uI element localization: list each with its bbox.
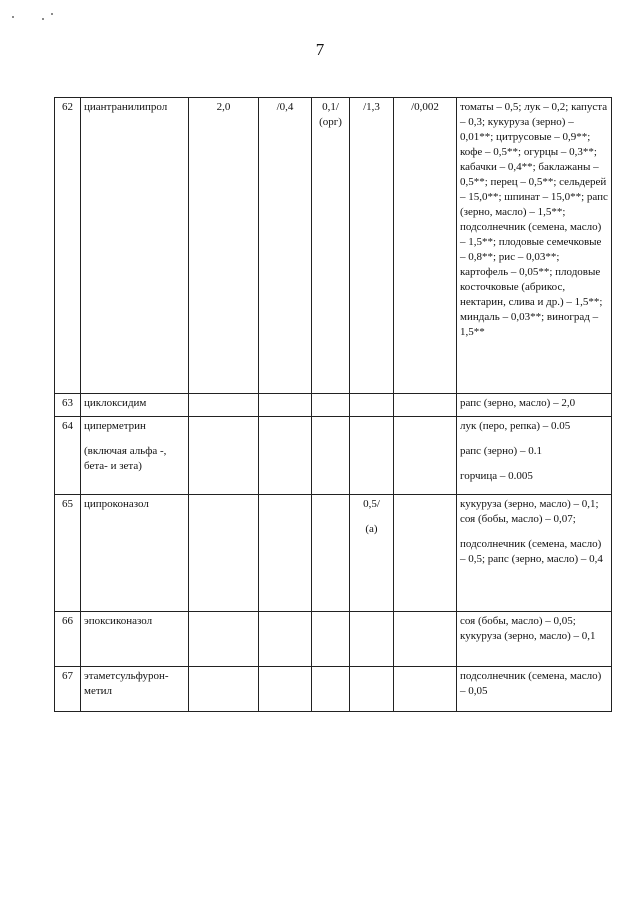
- scan-speck: [42, 18, 44, 20]
- substance-note: (включая альфа -, бета- и зета): [84, 445, 167, 472]
- substance-name: этаметсульфурон-метил: [81, 667, 189, 712]
- products-cell: рапс (зерно, масло) – 2,0: [457, 394, 612, 417]
- products-cell: подсолнечник (семена, масло) – 0,05: [457, 667, 612, 712]
- value-line: (а): [365, 523, 378, 535]
- row-number: 63: [55, 394, 81, 417]
- row-number: 67: [55, 667, 81, 712]
- scan-speck: [51, 13, 53, 15]
- page-number: 7: [315, 40, 325, 59]
- products-cell: [457, 495, 612, 612]
- product-line: горчица – 0.005: [460, 470, 533, 482]
- mrl-table: [54, 97, 612, 712]
- value-cell: [350, 495, 394, 612]
- table-row: [55, 394, 612, 417]
- scan-speck: [12, 16, 14, 18]
- products-cell: томаты – 0,5; лук – 0,2; капуста – 0,3; кукуруза (зерно) – 0,01**; цитрусовые – 0,9**; кофе – 0,5**; огурцы – 0,3**; кабачки – 0,4**; баклажаны – 0,5**; перец – 0,5**; сельдерей – 15,0**; шпинат – 15,0**; рапс (зерно, масло) – 1,5**; подсолнечник (семена, масло) – 1,5**; плодовые семечковые – 0,8**; рис – 0,03**; картофель – 0,05**; плодовые косточковые (абрикос, нектарин, слива и др.) – 1,5**; миндаль – 0,03**; виноград – 1,5**: [457, 98, 612, 394]
- row-number: 66: [55, 612, 81, 667]
- table-row: [55, 495, 612, 612]
- value-cell: /0,002: [394, 98, 457, 394]
- substance-name: циклоксидим: [81, 394, 189, 417]
- substance-name: ципроконазол: [81, 495, 189, 612]
- value-cell: 0,1/ (орг): [312, 98, 350, 394]
- value-cell: /0,4: [259, 98, 312, 394]
- substance-name: циперметрин: [84, 420, 146, 432]
- row-number: 64: [55, 417, 81, 495]
- row-number: 62: [55, 98, 81, 394]
- product-line: лук (перо, репка) – 0.05: [460, 420, 571, 432]
- substance-name: эпоксиконазол: [81, 612, 189, 667]
- product-line: рапс (зерно) – 0.1: [460, 445, 542, 457]
- value-line: 0,5/: [363, 498, 380, 510]
- table-row: [55, 612, 612, 667]
- substance-name-cell: [81, 417, 189, 495]
- row-number: 65: [55, 495, 81, 612]
- substance-name: циантранилипрол: [81, 98, 189, 394]
- value-cell: /1,3: [350, 98, 394, 394]
- products-cell: [457, 417, 612, 495]
- products-cell: соя (бобы, масло) – 0,05; кукуруза (зерно, масло) – 0,1: [457, 612, 612, 667]
- product-line: кукуруза (зерно, масло) – 0,1; соя (бобы, масло) – 0,07;: [460, 498, 599, 525]
- product-line: подсолнечник (семена, масло) – 0,5; рапс (зерно, масло) – 0,4: [460, 538, 603, 565]
- table-row: [55, 667, 612, 712]
- table-row: [55, 417, 612, 495]
- value-cell: 2,0: [189, 98, 259, 394]
- table-row: [55, 98, 612, 394]
